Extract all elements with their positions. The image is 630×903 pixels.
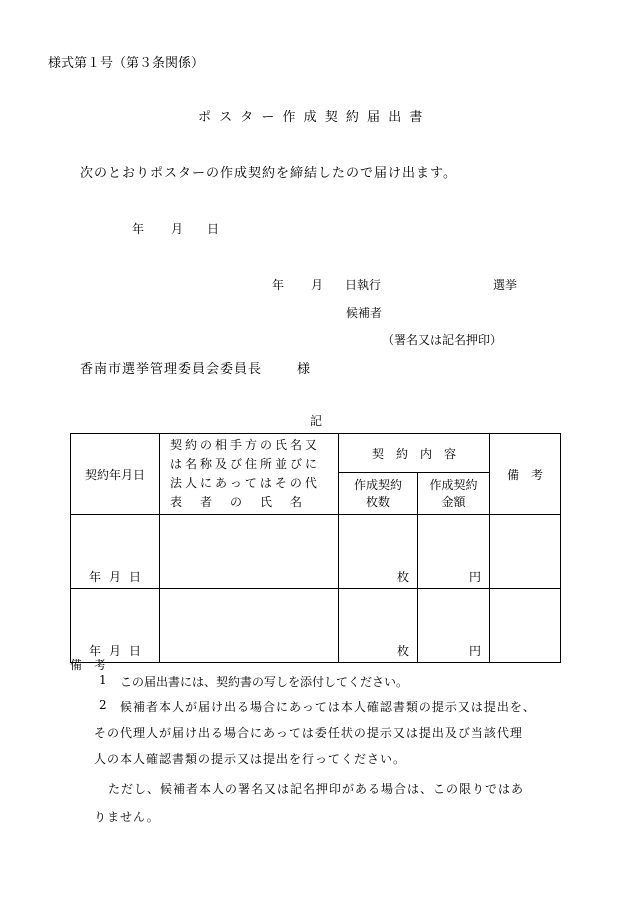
row-month-label: 月 [108, 570, 121, 584]
row-amount-unit: 円 [469, 644, 482, 658]
date-day-label: 日 [207, 222, 220, 236]
header-remarks: 備 考 [490, 434, 561, 515]
signature-note: （署名又は記名押印） [382, 333, 503, 347]
row-year-label: 年 [88, 570, 101, 584]
row-counterparty-cell[interactable] [160, 515, 339, 589]
note-2-number: 2 [99, 698, 107, 712]
contract-table [70, 433, 561, 663]
row-amount-unit: 円 [469, 570, 482, 584]
row-count-cell[interactable] [339, 589, 418, 663]
election-month-label: 月 [311, 278, 324, 292]
header-counterparty-line: 表 者 の 氏 名 [170, 495, 306, 509]
header-counterparty-line: 契約の相手方の氏名又 [170, 438, 321, 452]
notes-heading: 備 考 [70, 658, 107, 672]
row-amount-cell[interactable] [418, 515, 490, 589]
ki-label: 記 [310, 414, 323, 428]
table-row [71, 515, 561, 589]
election-day-held-label: 日執行 [345, 278, 382, 292]
row-amount-cell[interactable] [418, 589, 490, 663]
note-2-line: その代理人が届け出る場合にあっては委任状の提示又は提出及び当該代理 [94, 726, 523, 740]
row-date-cell[interactable] [71, 515, 160, 589]
header-amount: 作成契約 金額 [418, 473, 490, 515]
row-count-unit: 枚 [396, 644, 409, 658]
note-2-line: 人の本人確認書類の提示又は提出を行ってください。 [94, 752, 407, 766]
header-count: 作成契約 枚数 [339, 473, 418, 515]
note-2-line: 候補者本人が届け出る場合にあっては本人確認書類の提示又は提出を、 [120, 700, 536, 714]
row-month-label: 月 [108, 644, 121, 658]
candidate-label: 候補者 [346, 306, 383, 320]
note-1-text: この届出書には、契約書の写しを添付してください。 [120, 675, 409, 689]
page-title: ポ ス タ ー 作 成 契 約 届 出 書 [198, 110, 423, 125]
form-number: 様式第１号（第３条関係） [48, 56, 205, 71]
addressee-org: 香南市選挙管理委員会委員長 [80, 362, 263, 377]
header-counterparty [160, 434, 339, 515]
election-year-label: 年 [272, 278, 285, 292]
date-year-label: 年 [132, 222, 145, 236]
row-year-label: 年 [88, 644, 101, 658]
header-counterparty-line: は名称及び住所並びに [170, 457, 321, 471]
table-row [71, 589, 561, 663]
date-month-label: 月 [171, 222, 184, 236]
header-contract-details: 契 約 内 容 [339, 434, 490, 473]
row-day-label: 日 [128, 570, 141, 584]
proviso-line: りません。 [94, 810, 160, 824]
row-date-cell[interactable] [71, 589, 160, 663]
row-count-cell[interactable] [339, 515, 418, 589]
election-label: 選挙 [493, 278, 518, 292]
intro-text: 次のとおりポスターの作成契約を締結したので届け出ます。 [80, 166, 457, 181]
header-contract-date: 契約年月日 [71, 434, 160, 515]
row-count-unit: 枚 [396, 570, 409, 584]
row-remarks-cell[interactable] [490, 515, 561, 589]
header-counterparty-line: 法人にあってはその代 [170, 476, 320, 490]
row-day-label: 日 [128, 644, 141, 658]
proviso-line: ただし、候補者本人の署名又は記名押印がある場合は、この限りではあ [108, 782, 525, 796]
note-1-number: 1 [99, 673, 107, 687]
addressee-honorific: 様 [297, 362, 311, 377]
row-counterparty-cell[interactable] [160, 589, 339, 663]
row-remarks-cell[interactable] [490, 589, 561, 663]
